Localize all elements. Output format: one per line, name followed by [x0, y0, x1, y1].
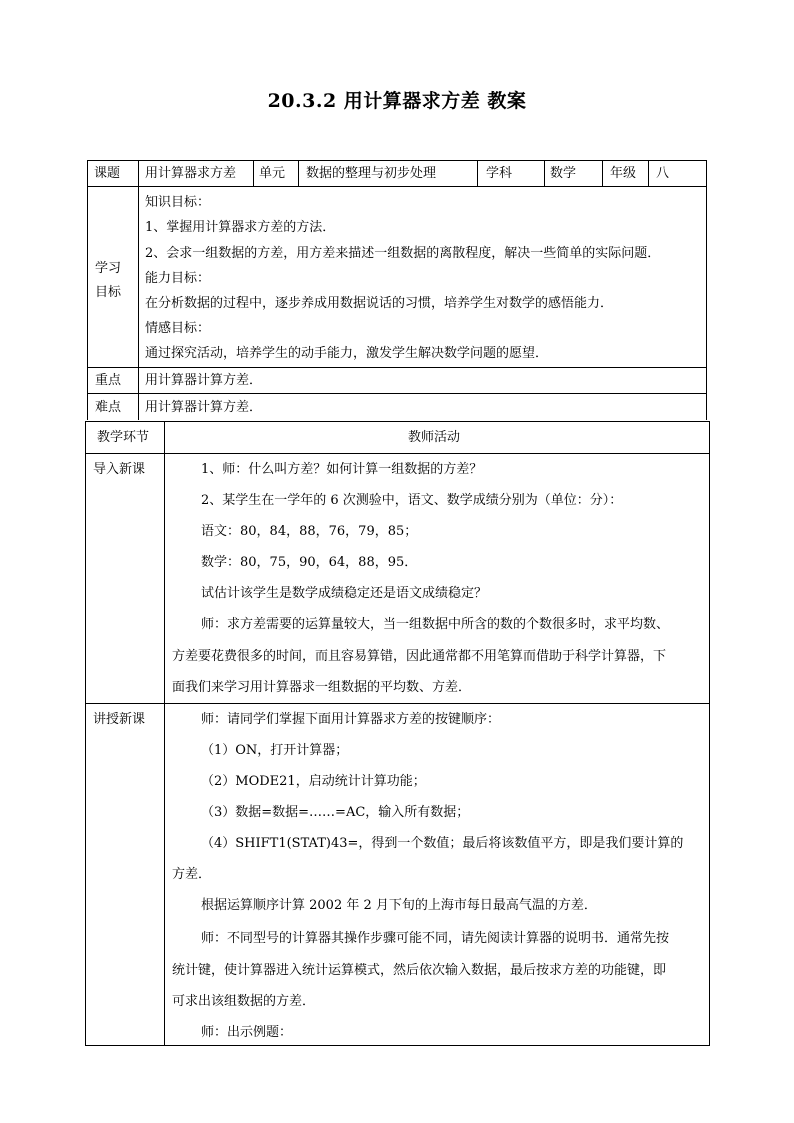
objective-line: 1、掌握用计算器求方差的方法． [145, 220, 336, 235]
lecture-line: 方差． [172, 867, 212, 882]
lecture-stage-label: 讲授新课 [93, 712, 146, 727]
lecture-line: 可求出该组数据的方差． [172, 994, 316, 1009]
lecture-line: （1）ON，打开计算器； [201, 743, 349, 758]
lecture-line: 师：请同学们掌握下面用计算器求方差的按键顺序： [201, 712, 501, 727]
key-point-label: 重点 [95, 373, 122, 388]
objective-line: 通过探究活动，培养学生的动手能力，激发学生解决数学问题的愿望． [145, 346, 549, 361]
topic-label: 课题 [94, 166, 121, 181]
intro-line: 1、师：什么叫方差？如何计算一组数据的方差？ [201, 462, 483, 477]
header-activity: 教师活动 [408, 430, 461, 445]
lecture-line: （2）MODE21，启动统计计算功能； [201, 774, 426, 789]
objective-line: 在分析数据的过程中，逐步养成用数据说话的习惯，培养学生对数学的感悟能力． [145, 296, 614, 311]
grade-label: 年级 [610, 166, 637, 181]
lecture-line: 师：出示例题： [201, 1025, 293, 1040]
objectives-label-line2: 目标 [95, 285, 122, 300]
lecture-line: 统计键，使计算器进入统计运算模式，然后依次输入数据，最后按求方差的功能键，即 [172, 963, 667, 978]
intro-line: 语文：80，84，88，76，79，85； [201, 524, 418, 539]
grade-value: 八 [656, 166, 670, 181]
subject-label: 学科 [486, 166, 513, 181]
difficulty-value: 用计算器计算方差． [145, 400, 263, 415]
lecture-line: 根据运算顺序计算 2002 年 2 月下旬的上海市每日最高气温的方差． [201, 898, 597, 913]
intro-line: 方差要花费很多的时间，而且容易算错，因此通常都不用笔算而借助于科学计算器，下 [172, 649, 667, 664]
intro-line: 数学：80，75，90，64，88，95． [201, 555, 418, 570]
difficulty-label: 难点 [95, 400, 122, 415]
objective-line: 2、会求一组数据的方差，用方差来描述一组数据的离散程度，解决一些简单的实际问题． [145, 246, 661, 261]
key-point-value: 用计算器计算方差． [145, 373, 263, 388]
lecture-line: 师：不同型号的计算器其操作步骤可能不同，请先阅读计算器的说明书．通常先按 [201, 931, 670, 946]
objective-line: 情感目标： [145, 321, 211, 336]
header-stage: 教学环节 [97, 430, 150, 445]
lecture-line: （3）数据=数据=……=AC，输入所有数据； [201, 805, 470, 820]
subject-value: 数学 [550, 166, 577, 181]
unit-label: 单元 [259, 166, 286, 181]
intro-line: 试估计该学生是数学成绩稳定还是语文成绩稳定？ [201, 586, 488, 601]
intro-line: 面我们来学习用计算器求一组数据的平均数、方差． [172, 680, 472, 695]
topic-value: 用计算器求方差 [145, 166, 237, 181]
intro-stage-label: 导入新课 [93, 462, 146, 477]
intro-line: 2、某学生在一学年的 6 次测验中，语文、数学成绩分别为（单位：分）： [201, 493, 623, 508]
objective-line: 知识目标： [145, 195, 211, 210]
page-title: 20.3.2 用计算器求方差 教案 [267, 90, 527, 112]
objective-line: 能力目标： [145, 271, 211, 286]
unit-value: 数据的整理与初步处理 [306, 166, 437, 181]
lecture-line: （4）SHIFT1(STAT)43=，得到一个数值；最后将该数值平方，即是我们要计算的 [201, 836, 684, 851]
intro-line: 师：求方差需要的运算量较大，当一组数据中所含的数的个数很多时，求平均数、 [201, 617, 670, 632]
objectives-label-line1: 学习 [95, 261, 122, 276]
